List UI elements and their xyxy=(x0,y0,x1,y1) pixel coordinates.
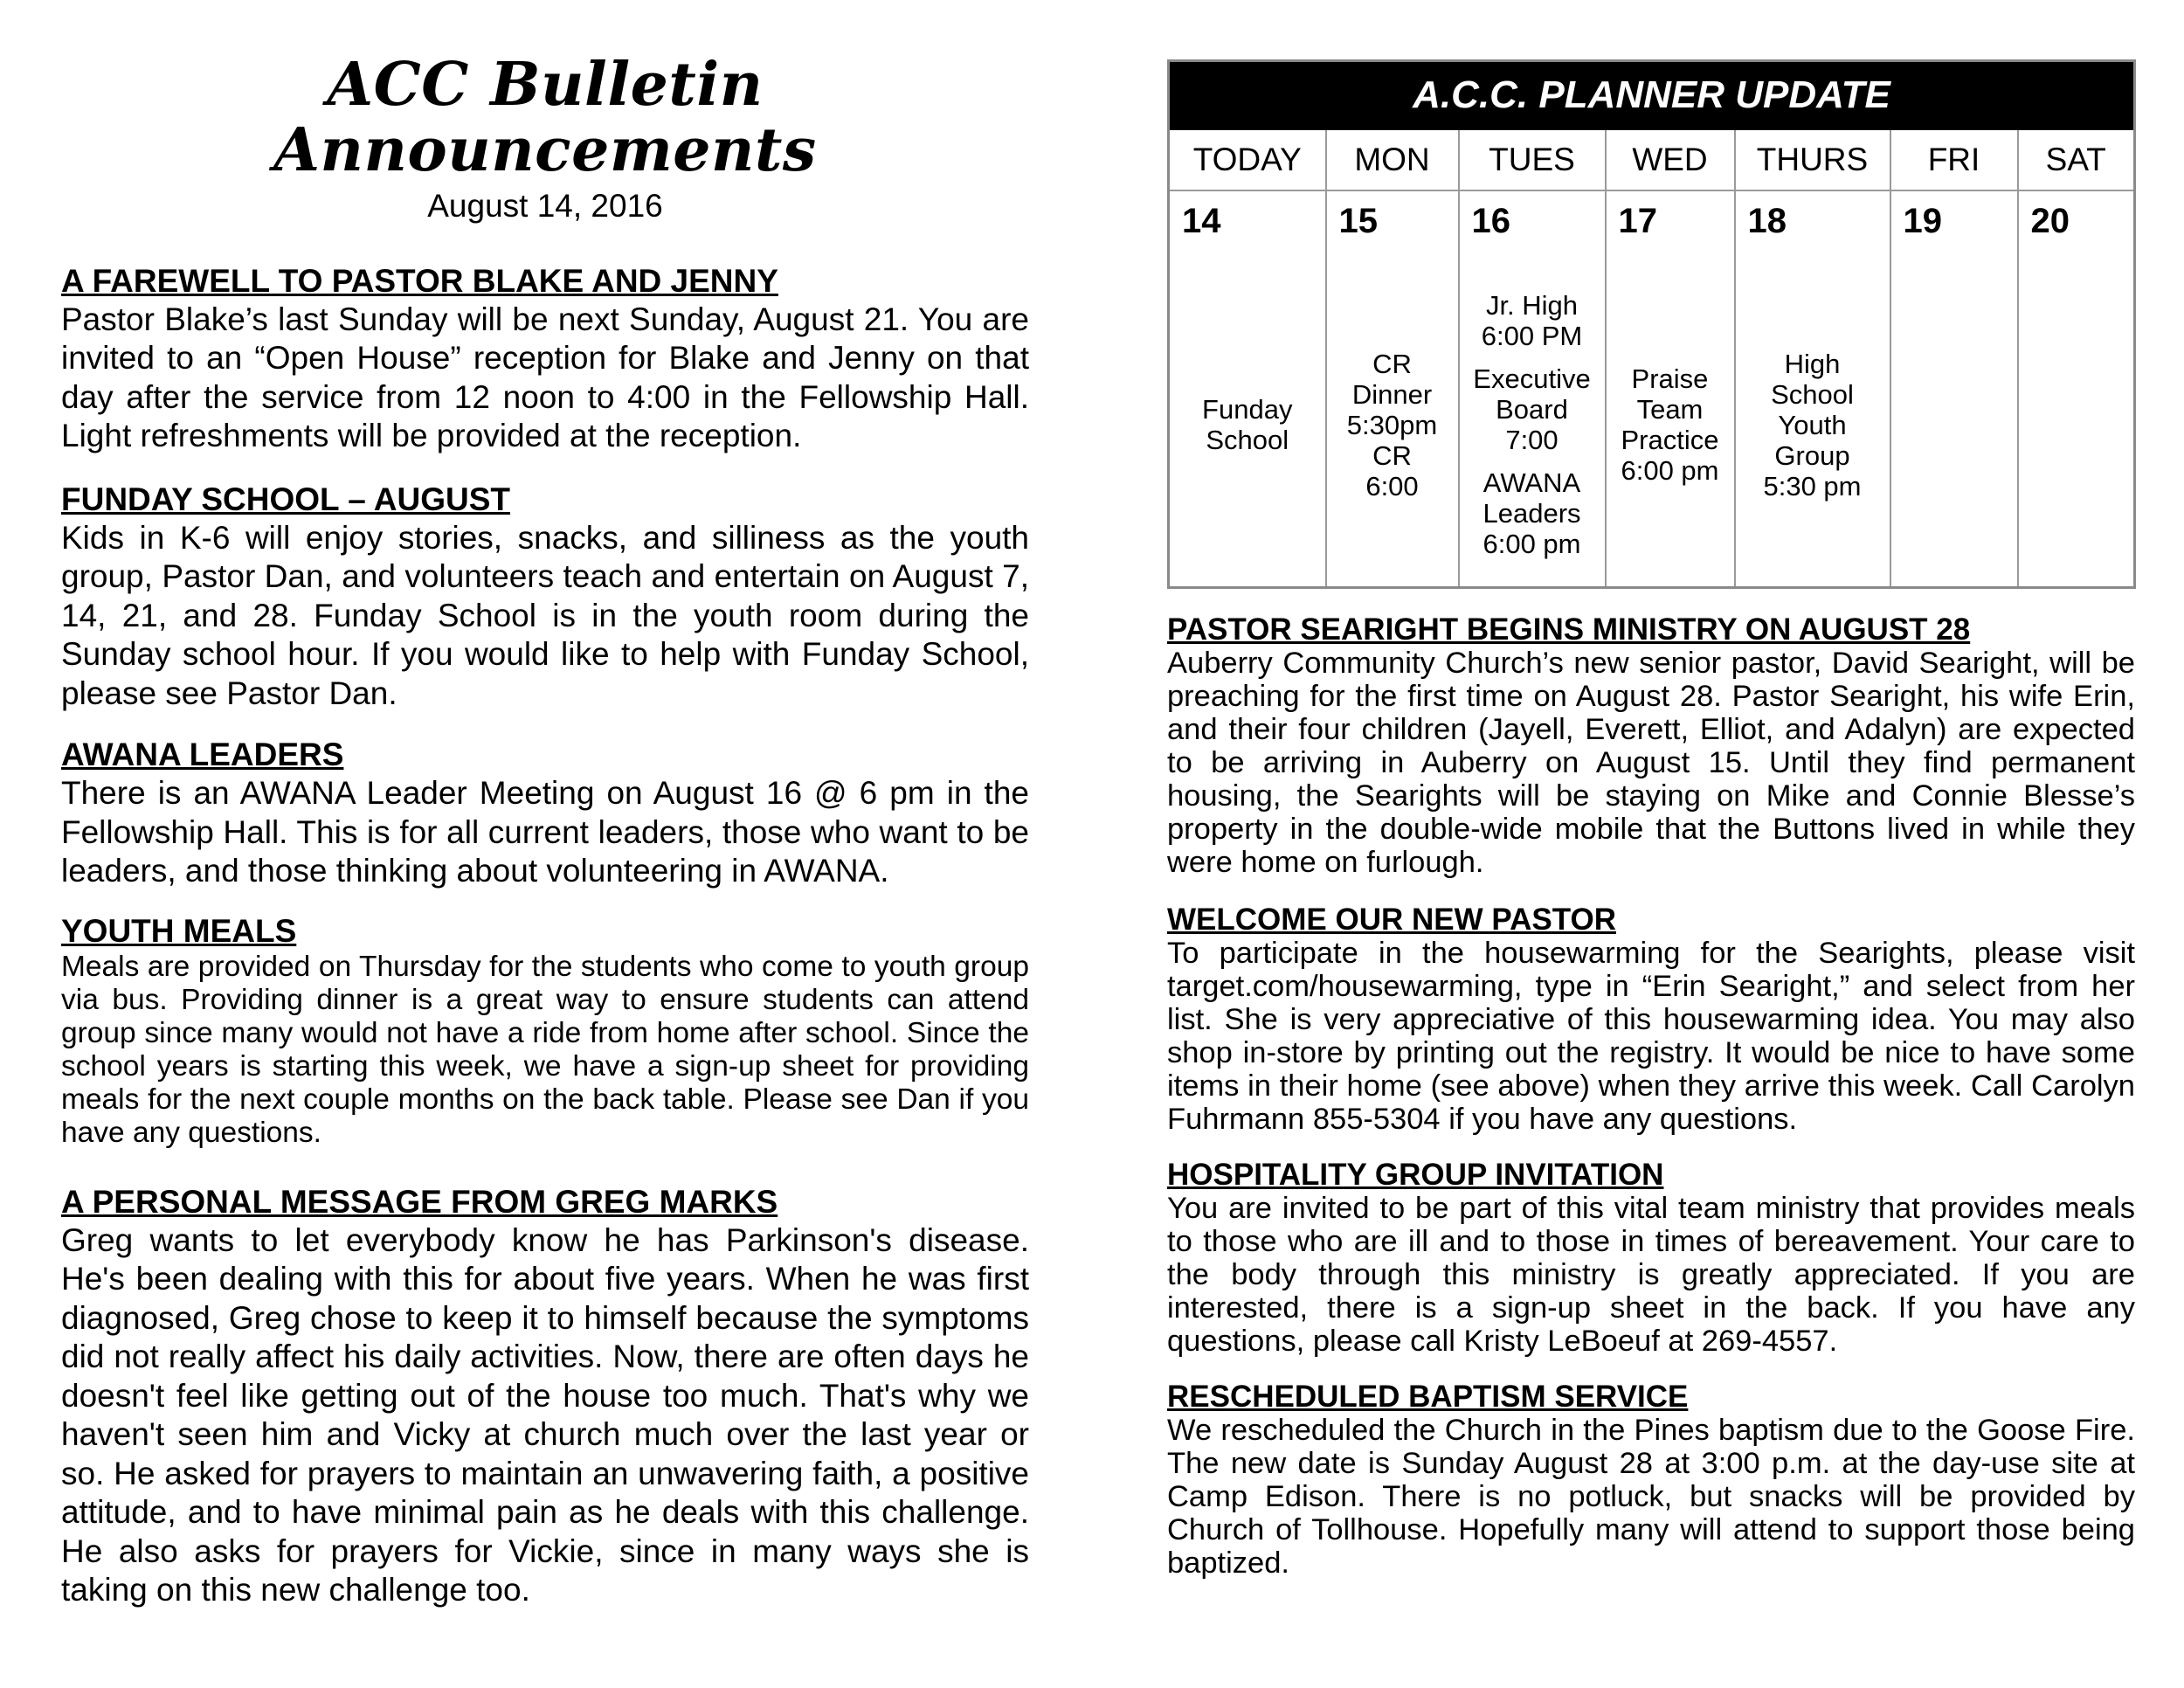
right-column xyxy=(1167,59,2135,1580)
section-heading: PASTOR SEARIGHT BEGINS MINISTRY ON AUGUST 28 xyxy=(1167,612,1971,647)
section-body: You are invited to be part of this vital team ministry that provides meals to those who are ill and to those in times of bereavement. Your care to the body through this ministry is greatly appreciated. If you are interested, there is a sign-up sheet in the back. If you have any questions, please call Kristy LeBoeuf at 269-4557. xyxy=(1167,1192,2135,1358)
planner-day-names-row xyxy=(1169,129,2135,190)
day-cell xyxy=(2018,190,2135,588)
day-number: 19 xyxy=(1903,202,1942,240)
day-cell xyxy=(1459,190,1606,588)
day-name: THURS xyxy=(1735,129,1890,190)
section-heading: WELCOME OUR NEW PASTOR xyxy=(1167,903,1616,937)
day-cell xyxy=(1890,190,2018,588)
section-body: There is an AWANA Leader Meeting on August 16 @ 6 pm in the Fellowship Hall. This is for all current leaders, those who want to be leaders, and those thinking about volunteering in AWANA. xyxy=(61,775,1029,889)
day-name: SAT xyxy=(2018,129,2135,190)
section-heading: A FAREWELL TO PASTOR BLAKE AND JENNY xyxy=(61,262,778,299)
day-events xyxy=(1170,279,1325,571)
calendar-event: High School Youth Group 5:30 pm xyxy=(1763,348,1862,502)
calendar-event: CR Dinner 5:30pm CR 6:00 xyxy=(1346,348,1438,502)
bulletin-date: August 14, 2016 xyxy=(427,187,663,224)
day-events xyxy=(1460,279,1605,571)
day-cell xyxy=(1606,190,1735,588)
bulletin-title: ACC Bulletin Announcements xyxy=(273,50,817,185)
day-events xyxy=(1607,279,1734,571)
section-body: Pastor Blake’s last Sunday will be next Sunday, August 21. You are invited to an “Open House” reception for Blake and Jenny on that day after the service from 12 noon to 4:00 in the Fellowship Hall. Light refreshments will be provided at the reception. xyxy=(61,301,1029,454)
day-cell xyxy=(1735,190,1890,588)
section-funday-school xyxy=(61,481,1029,714)
day-number: 14 xyxy=(1182,202,1221,240)
section-greg-marks xyxy=(61,1183,1029,1610)
day-name: TUES xyxy=(1459,129,1606,190)
section-body: Auberry Community Church’s new senior pastor, David Searight, will be preaching for the first time on August 28. Pastor Searight, his wife Erin, and their four children (Jayell, Everett, Elliot, and Adalyn) are expected to be arriving in Auberry on August 15. Until they find permanent housing, the Searights will be staying on Mike and Connie Blesse’s property in the double-wide mobile that the Buttons lived in while they were home on furlough. xyxy=(1167,647,2135,879)
section-farewell xyxy=(61,262,1029,456)
day-number: 17 xyxy=(1618,202,1657,240)
day-number: 16 xyxy=(1471,202,1510,240)
section-body: To participate in the housewarming for the Searights, please visit target.com/housewarming, type in “Erin Searight,” and select from her list. She is very appreciative of this housewarming idea. You may also shop in-store by printing out the registry. It would be nice to have some items in their home (see above) when they arrive this week. Call Carolyn Fuhrmann 855-5304 if you have any questions. xyxy=(1167,937,2135,1136)
planner-days-row xyxy=(1169,190,2135,588)
day-name: WED xyxy=(1606,129,1735,190)
day-cell xyxy=(1326,190,1459,588)
section-pastor-searight xyxy=(1167,613,2135,879)
section-body: Meals are provided on Thursday for the students who come to youth group via bus. Providing dinner is a great way to ensure students can attend group since many would not have a ride from home after school. Since the school years is starting this week, we have a sign-up sheet for providing meals for the next couple months on the back table. Please see Dan if you have any questions. xyxy=(61,950,1029,1149)
day-name: TODAY xyxy=(1169,129,1326,190)
day-number: 18 xyxy=(1747,202,1787,240)
section-heading: A PERSONAL MESSAGE FROM GREG MARKS xyxy=(61,1183,778,1220)
section-heading: FUNDAY SCHOOL – AUGUST xyxy=(61,481,510,517)
section-heading: AWANA LEADERS xyxy=(61,737,344,773)
day-name: FRI xyxy=(1890,129,2018,190)
section-baptism xyxy=(1167,1380,2135,1580)
day-events xyxy=(1327,279,1458,571)
section-body: Kids in K-6 will enjoy stories, snacks, and silliness as the youth group, Pastor Dan, and volunteers teach and entertain on August 7, 14, 21, and 28. Funday School is in the youth room during the Sunday school hour. If you would like to help with Funday School, please see Pastor Dan. xyxy=(61,519,1029,711)
calendar-event: Executive Board 7:00 xyxy=(1473,363,1591,455)
left-column xyxy=(61,52,1029,1610)
section-heading: YOUTH MEALS xyxy=(61,912,297,949)
section-hospitality xyxy=(1167,1159,2135,1358)
day-cell xyxy=(1169,190,1326,588)
day-name: MON xyxy=(1326,129,1459,190)
section-body: We rescheduled the Church in the Pines baptism due to the Goose Fire. The new date is Sunday August 28 at 3:00 p.m. at the day-use site at Camp Edison. There is no potluck, but snacks will be provided by Church of Tollhouse. Hopefully many will attend to support those being baptized. xyxy=(1167,1414,2135,1580)
section-welcome-pastor xyxy=(1167,903,2135,1136)
section-awana-leaders xyxy=(61,736,1029,891)
calendar-event: Jr. High 6:00 PM xyxy=(1481,290,1583,351)
section-heading: RESCHEDULED BAPTISM SERVICE xyxy=(1167,1380,1689,1414)
day-number: 20 xyxy=(2030,202,2070,240)
planner-title: A.C.C. PLANNER UPDATE xyxy=(1169,61,2135,130)
section-youth-meals xyxy=(61,912,1029,1150)
calendar-event: Praise Team Practice 6:00 pm xyxy=(1621,363,1719,486)
calendar-event: Funday School xyxy=(1202,394,1293,455)
day-events xyxy=(1736,279,1890,571)
planner-table xyxy=(1167,59,2136,589)
section-body: Greg wants to let everybody know he has Parkinson's disease. He's been dealing with this for about five years. When he was first diagnosed, Greg chose to keep it to himself because the symptoms did not really affect his daily activities. Now, there are often days he doesn't feel like getting out of the house too much. That's why we haven't seen him and Vicky at church much over the last year or so. He asked for prayers to maintain an unwavering faith, a positive attitude, and to have minimal pain as he deals with this challenge. He also asks for prayers for Vickie, since in many ways she is taking on this new challenge too. xyxy=(61,1221,1029,1608)
calendar-event: AWANA Leaders 6:00 pm xyxy=(1482,467,1581,559)
day-number: 15 xyxy=(1338,202,1378,240)
section-heading: HOSPITALITY GROUP INVITATION xyxy=(1167,1158,1664,1192)
